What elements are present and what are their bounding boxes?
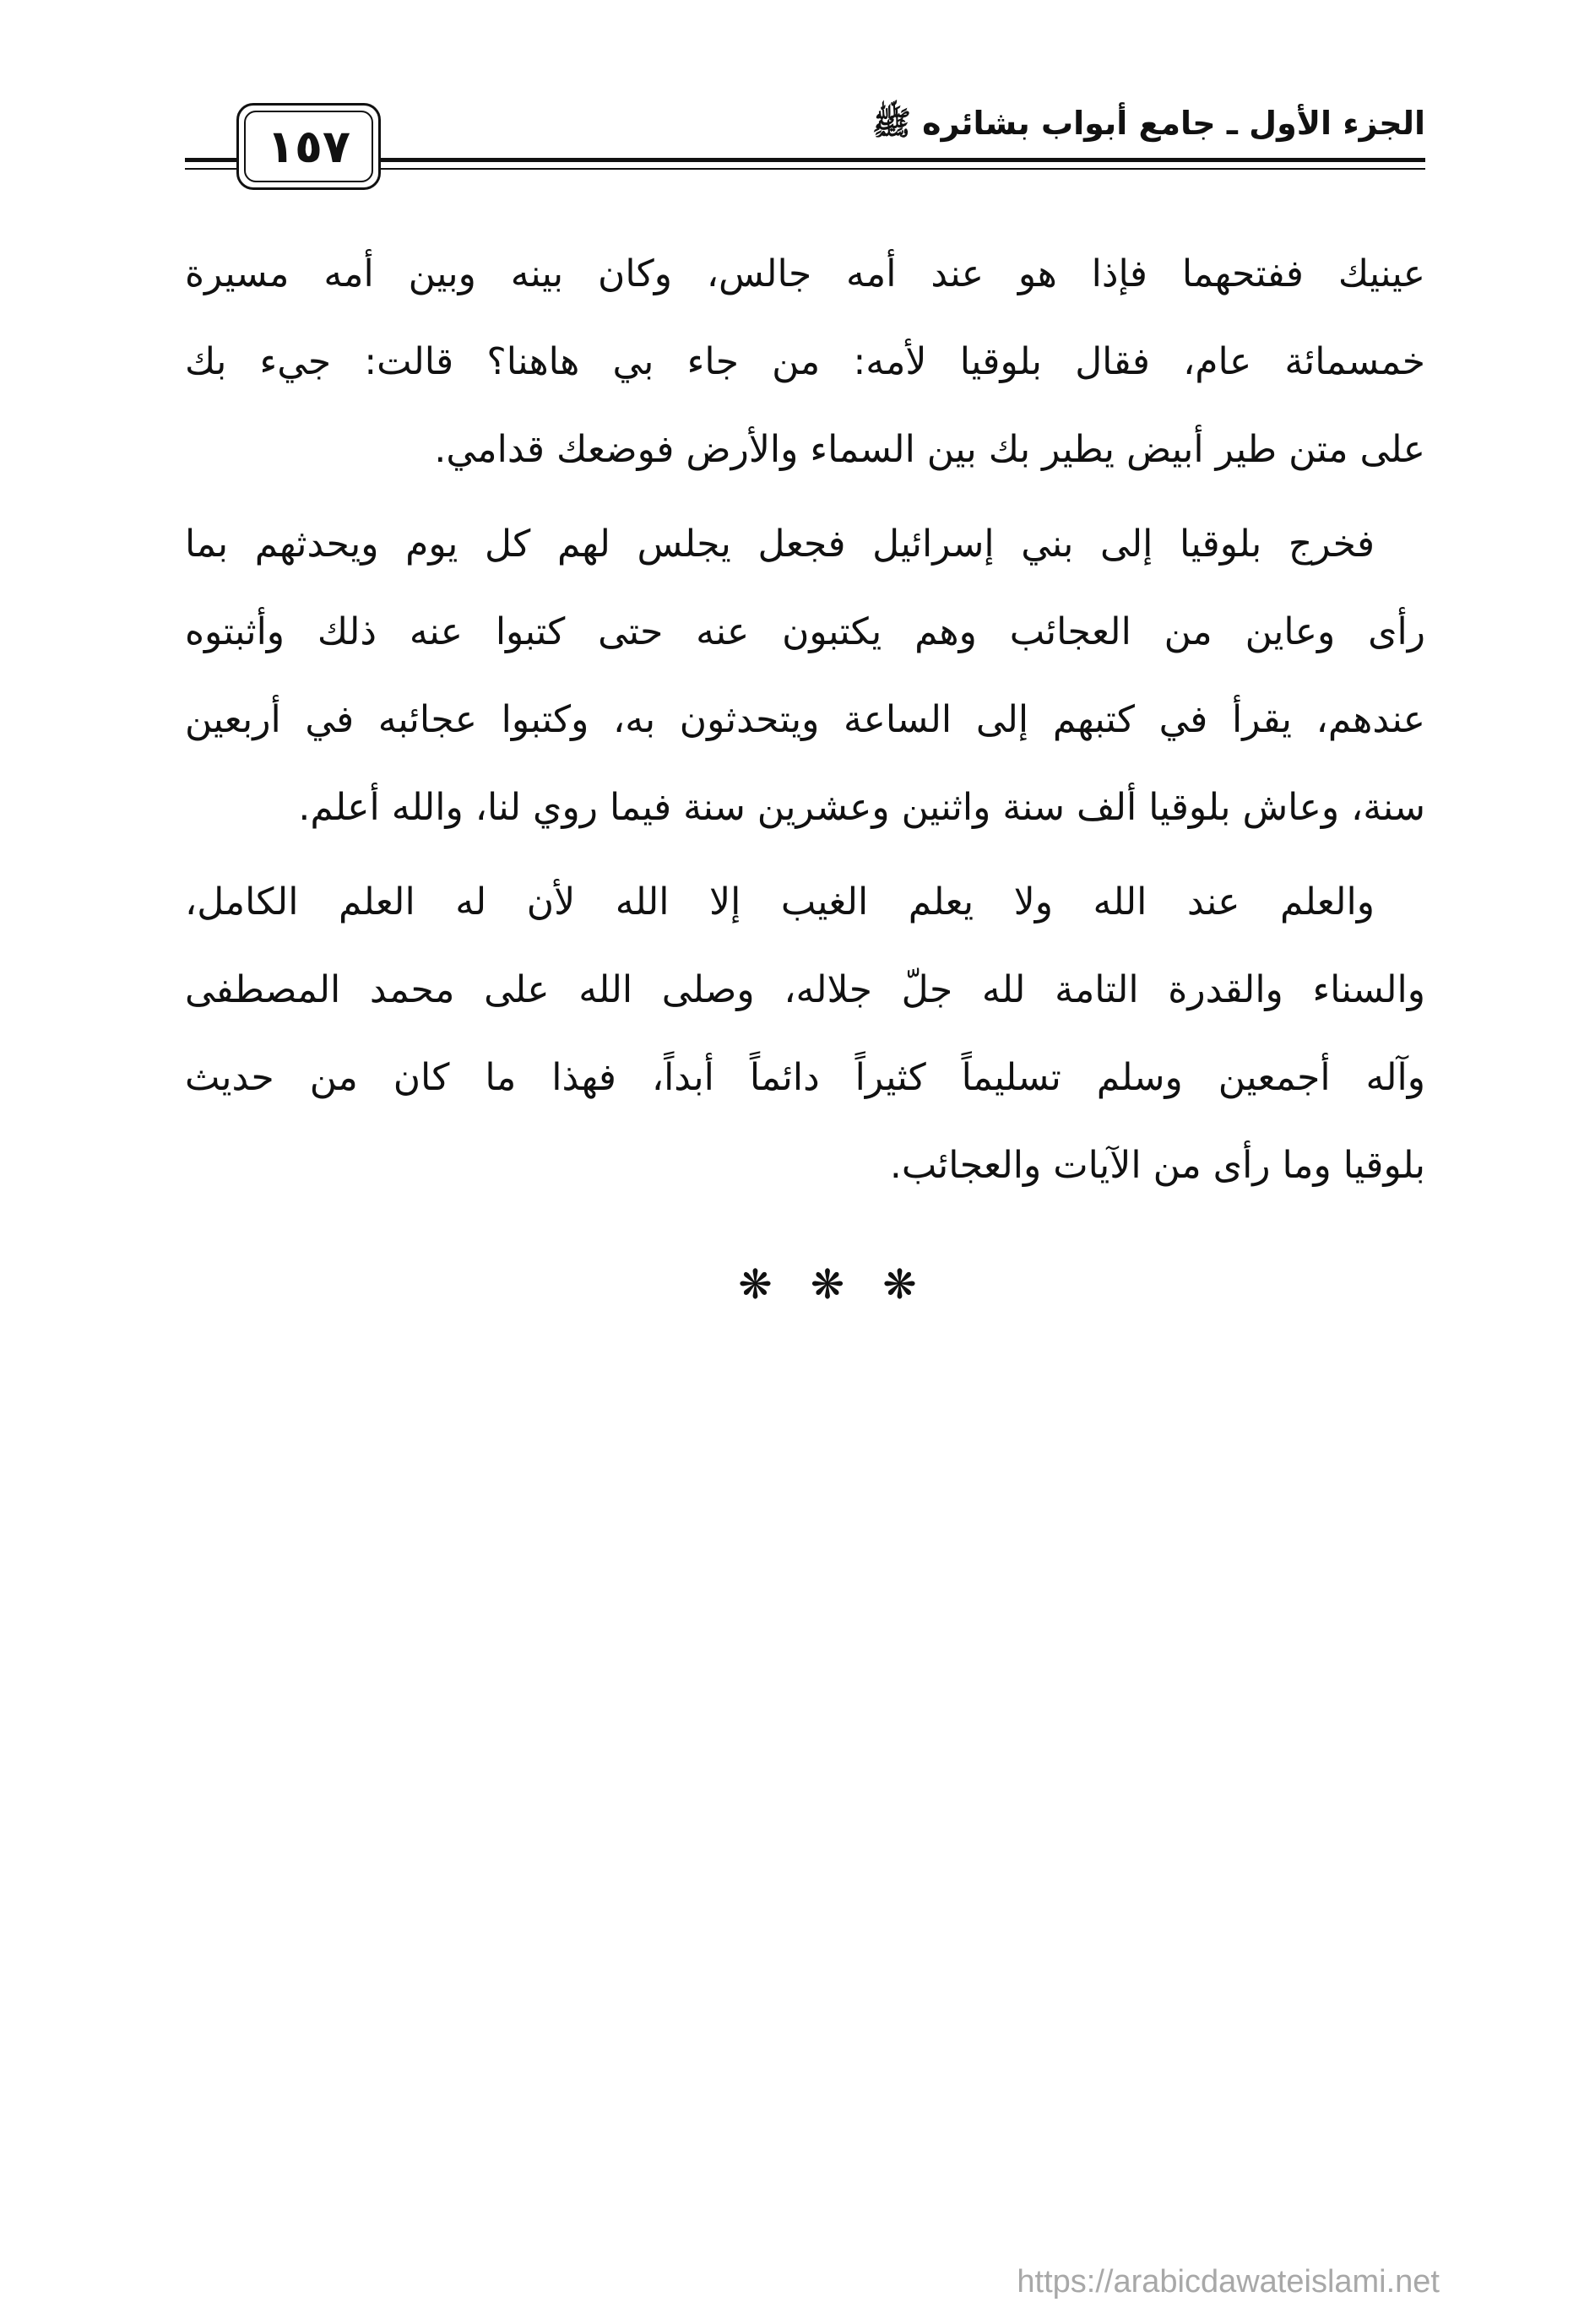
text-line: فخرج بلوقيا إلى بني إسرائيل فجعل يجلس لهم كل يوم ويحدثهم بما bbox=[185, 523, 1375, 566]
page-number-frame bbox=[236, 103, 381, 190]
text-line: على متن طير أبيض يطير بك بين السماء والأرض فوضعك قدامي. bbox=[434, 428, 1425, 471]
paragraph bbox=[185, 230, 1425, 494]
page-number: ١٥٧ bbox=[244, 111, 373, 182]
paragraph bbox=[185, 859, 1425, 1210]
paragraph bbox=[185, 501, 1425, 852]
watermark-url: https://arabicdawateislami.net bbox=[1017, 2264, 1440, 2300]
text-line: عندهم، يقرأ في كتبهم إلى الساعة ويتحدثون به، وكتبوا عجائبه في أربعين bbox=[185, 698, 1425, 741]
text-line: بلوقيا وما رأى من الآيات والعجائب. bbox=[889, 1144, 1425, 1187]
text-body bbox=[185, 230, 1425, 1210]
section-separator-ornament: ❋ ❋ ❋ bbox=[738, 1261, 917, 1308]
text-line: خمسمائة عام، فقال بلوقيا لأمه: من جاء بي هاهنا؟ قالت: جيء بك bbox=[185, 340, 1425, 383]
running-header-title: الجزء الأول ـ جامع أبواب بشائره ﷺ bbox=[872, 105, 1425, 142]
text-line: والعلم عند الله ولا يعلم الغيب إلا الله لأن له العلم الكامل، bbox=[185, 880, 1375, 924]
text-line: عينيك ففتحهما فإذا هو عند أمه جالس، وكان بينه وبين أمه مسيرة bbox=[185, 252, 1425, 295]
text-line: وآله أجمعين وسلم تسليماً كثيراً دائماً أبداً، فهذا ما كان من حديث bbox=[185, 1056, 1425, 1099]
text-line: والسناء والقدرة التامة لله جلّ جلاله، وصلى الله على محمد المصطفى bbox=[185, 968, 1425, 1011]
text-line: رأى وعاين من العجائب وهم يكتبون عنه حتى كتبوا عنه ذلك وأثبتوه bbox=[185, 610, 1425, 653]
text-line: سنة، وعاش بلوقيا ألف سنة واثنين وعشرين سنة فيما روي لنا، والله أعلم. bbox=[298, 786, 1425, 829]
